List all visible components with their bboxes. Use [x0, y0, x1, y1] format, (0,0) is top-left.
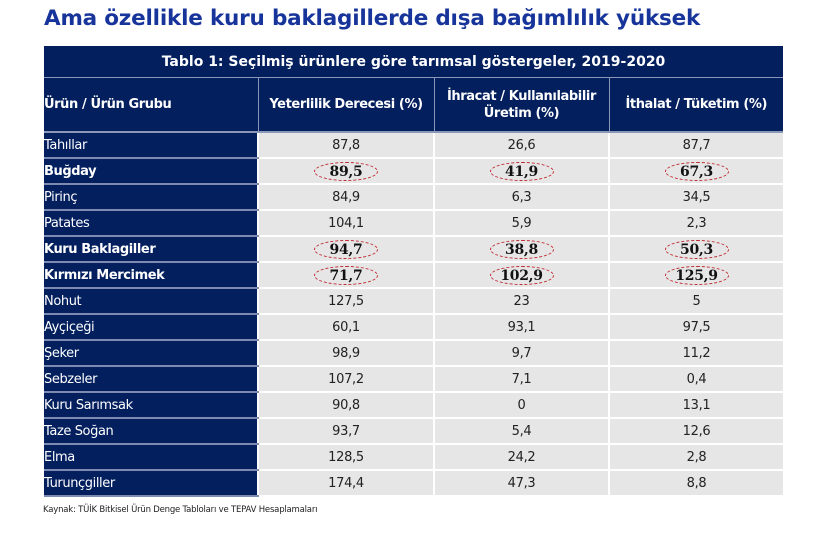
value-ithalat: 5: [609, 288, 783, 314]
value-yeterlilik: 127,5: [258, 288, 434, 314]
value-ihracat: 23: [434, 288, 609, 314]
value-yeterlilik: 107,2: [258, 366, 434, 392]
highlighted-value: 38,8: [490, 240, 554, 259]
col-header-sufficiency: Yeterlilik Derecesi (%): [258, 78, 434, 133]
value-ithalat: 2,3: [609, 210, 783, 236]
table-row: [44, 444, 783, 470]
value-yeterlilik: 60,1: [258, 314, 434, 340]
table-row: [44, 132, 783, 158]
value-yeterlilik: 87,8: [258, 132, 434, 158]
product-name: Sebzeler: [44, 366, 258, 392]
highlighted-value: 94,7: [314, 240, 378, 259]
value-ithalat: 97,5: [609, 314, 783, 340]
value-ithalat: 0,4: [609, 366, 783, 392]
col-header-import-ratio: İthalat / Tüketim (%): [609, 78, 783, 133]
product-name: Pirinç: [44, 184, 258, 210]
product-name: Turunçgiller: [44, 470, 258, 496]
product-name: Elma: [44, 444, 258, 470]
agri-indicators-table: [44, 46, 783, 497]
product-name: Taze Soğan: [44, 418, 258, 444]
value-ithalat: 12,6: [609, 418, 783, 444]
table-row: [44, 392, 783, 418]
highlighted-value: 41,9: [490, 162, 554, 181]
value-yeterlilik: [258, 262, 434, 288]
table-row: [44, 418, 783, 444]
value-yeterlilik: 128,5: [258, 444, 434, 470]
product-name: Kırmızı Mercimek: [44, 262, 258, 288]
value-ithalat: 8,8: [609, 470, 783, 496]
value-ihracat: [434, 236, 609, 262]
col-header-product: Ürün / Ürün Grubu: [44, 78, 258, 133]
table-row: [44, 184, 783, 210]
col-header-export-ratio: İhracat / Kullanılabilir Üretim (%): [434, 78, 609, 133]
highlighted-value: 67,3: [665, 162, 729, 181]
highlighted-value: 125,9: [665, 266, 729, 285]
value-ithalat: 13,1: [609, 392, 783, 418]
product-name: Nohut: [44, 288, 258, 314]
table-row: [44, 210, 783, 236]
value-yeterlilik: [258, 158, 434, 184]
value-ihracat: [434, 262, 609, 288]
product-name: Kuru Sarımsak: [44, 392, 258, 418]
page-headline: Ama özellikle kuru baklagillerde dışa bağımlılık yüksek: [44, 6, 701, 31]
value-yeterlilik: 174,4: [258, 470, 434, 496]
source-note: Kaynak: TÜİK Bitkisel Ürün Denge Tabloları ve TEPAV Hesaplamaları: [43, 505, 318, 515]
table-row: [44, 262, 783, 288]
table-row: [44, 236, 783, 262]
value-ithalat: 2,8: [609, 444, 783, 470]
table-row: [44, 158, 783, 184]
table-row: [44, 366, 783, 392]
value-yeterlilik: 104,1: [258, 210, 434, 236]
value-ihracat: 93,1: [434, 314, 609, 340]
value-yeterlilik: 98,9: [258, 340, 434, 366]
value-ihracat: 5,9: [434, 210, 609, 236]
table-row: [44, 470, 783, 496]
value-ithalat: 34,5: [609, 184, 783, 210]
highlighted-value: 50,3: [665, 240, 729, 259]
table-row: [44, 314, 783, 340]
value-yeterlilik: 90,8: [258, 392, 434, 418]
value-ihracat: 26,6: [434, 132, 609, 158]
value-ihracat: 9,7: [434, 340, 609, 366]
value-ithalat: [609, 236, 783, 262]
value-ihracat: 47,3: [434, 470, 609, 496]
highlighted-value: 102,9: [490, 266, 554, 285]
product-name: Patates: [44, 210, 258, 236]
value-ihracat: 24,2: [434, 444, 609, 470]
highlighted-value: 71,7: [314, 266, 378, 285]
product-name: Kuru Baklagiller: [44, 236, 258, 262]
highlighted-value: 89,5: [314, 162, 378, 181]
table-body: [44, 132, 783, 496]
table-row: [44, 340, 783, 366]
table-row: [44, 288, 783, 314]
value-ithalat: 87,7: [609, 132, 783, 158]
value-ihracat: 5,4: [434, 418, 609, 444]
value-yeterlilik: [258, 236, 434, 262]
value-ithalat: [609, 158, 783, 184]
table-caption: Tablo 1: Seçilmiş ürünlere göre tarımsal göstergeler, 2019-2020: [44, 46, 783, 78]
product-name: Ayçiçeği: [44, 314, 258, 340]
value-ihracat: 6,3: [434, 184, 609, 210]
value-ihracat: 0: [434, 392, 609, 418]
value-yeterlilik: 93,7: [258, 418, 434, 444]
product-name: Buğday: [44, 158, 258, 184]
value-yeterlilik: 84,9: [258, 184, 434, 210]
value-ithalat: 11,2: [609, 340, 783, 366]
product-name: Tahıllar: [44, 132, 258, 158]
value-ihracat: 7,1: [434, 366, 609, 392]
value-ihracat: [434, 158, 609, 184]
value-ithalat: [609, 262, 783, 288]
table-header-row: [44, 78, 783, 133]
product-name: Şeker: [44, 340, 258, 366]
